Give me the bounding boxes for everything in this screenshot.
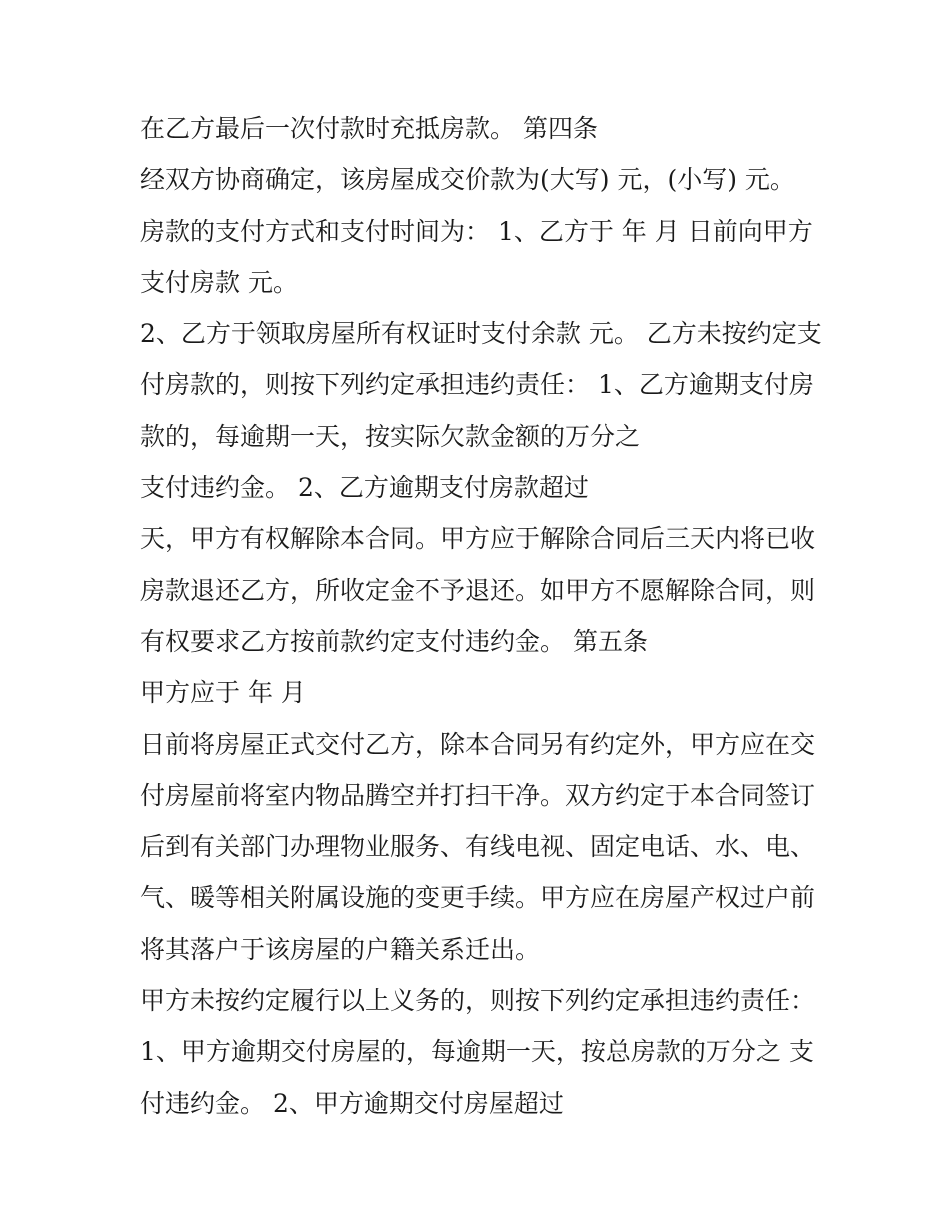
- text-line-13: 日前将房屋正式交付乙方，除本合同另有约定外，甲方应在交: [140, 729, 816, 759]
- text-line-11: 有权要求乙方按前款约定支付违约金。 第五条: [140, 626, 648, 656]
- text-line-10: 房款退还乙方，所收定金不予退还。如甲方不愿解除合同，则: [140, 575, 816, 605]
- contract-text: [140, 109, 840, 1135]
- text-line-9: 天，甲方有权解除本合同。甲方应于解除合同后三天内将已收: [140, 524, 816, 554]
- text-line-16: 气、暖等相关附属设施的变更手续。甲方应在房屋产权过户前: [140, 883, 816, 913]
- text-line-19: 1、甲方逾期交付房屋的，每逾期一天，按总房款的万分之 支: [140, 1037, 814, 1067]
- text-line-6: 付房款的，则按下列约定承担违约责任： 1、乙方逾期支付房: [140, 370, 814, 400]
- text-line-8: 支付违约金。 2、乙方逾期支付房款超过: [140, 473, 589, 503]
- text-line-15: 后到有关部门办理物业服务、有线电视、固定电话、水、电、: [140, 832, 816, 862]
- text-line-5: 2、乙方于领取房屋所有权证时支付余款 元。 乙方未按约定支: [140, 319, 822, 349]
- text-line-12: 甲方应于 年 月: [140, 678, 306, 708]
- text-line-18: 甲方未按约定履行以上义务的，则按下列约定承担违约责任：: [140, 986, 816, 1016]
- text-line-20: 付违约金。 2、甲方逾期交付房屋超过: [140, 1088, 564, 1118]
- text-line-2: 经双方协商确定，该房屋成交价款为(大写) 元，(小写) 元。: [140, 165, 795, 195]
- text-line-14: 付房屋前将室内物品腾空并打扫干净。双方约定于本合同签订: [140, 780, 816, 810]
- text-line-4: 支付房款 元。: [140, 267, 298, 297]
- text-line-17: 将其落户于该房屋的户籍关系迁出。: [140, 934, 541, 964]
- text-line-7: 款的，每逾期一天，按实际欠款金额的万分之: [140, 421, 641, 451]
- text-line-1: 在乙方最后一次付款时充抵房款。 第四条: [140, 114, 598, 143]
- text-line-3: 房款的支付方式和支付时间为： 1、乙方于 年 月 日前向甲方: [140, 216, 813, 246]
